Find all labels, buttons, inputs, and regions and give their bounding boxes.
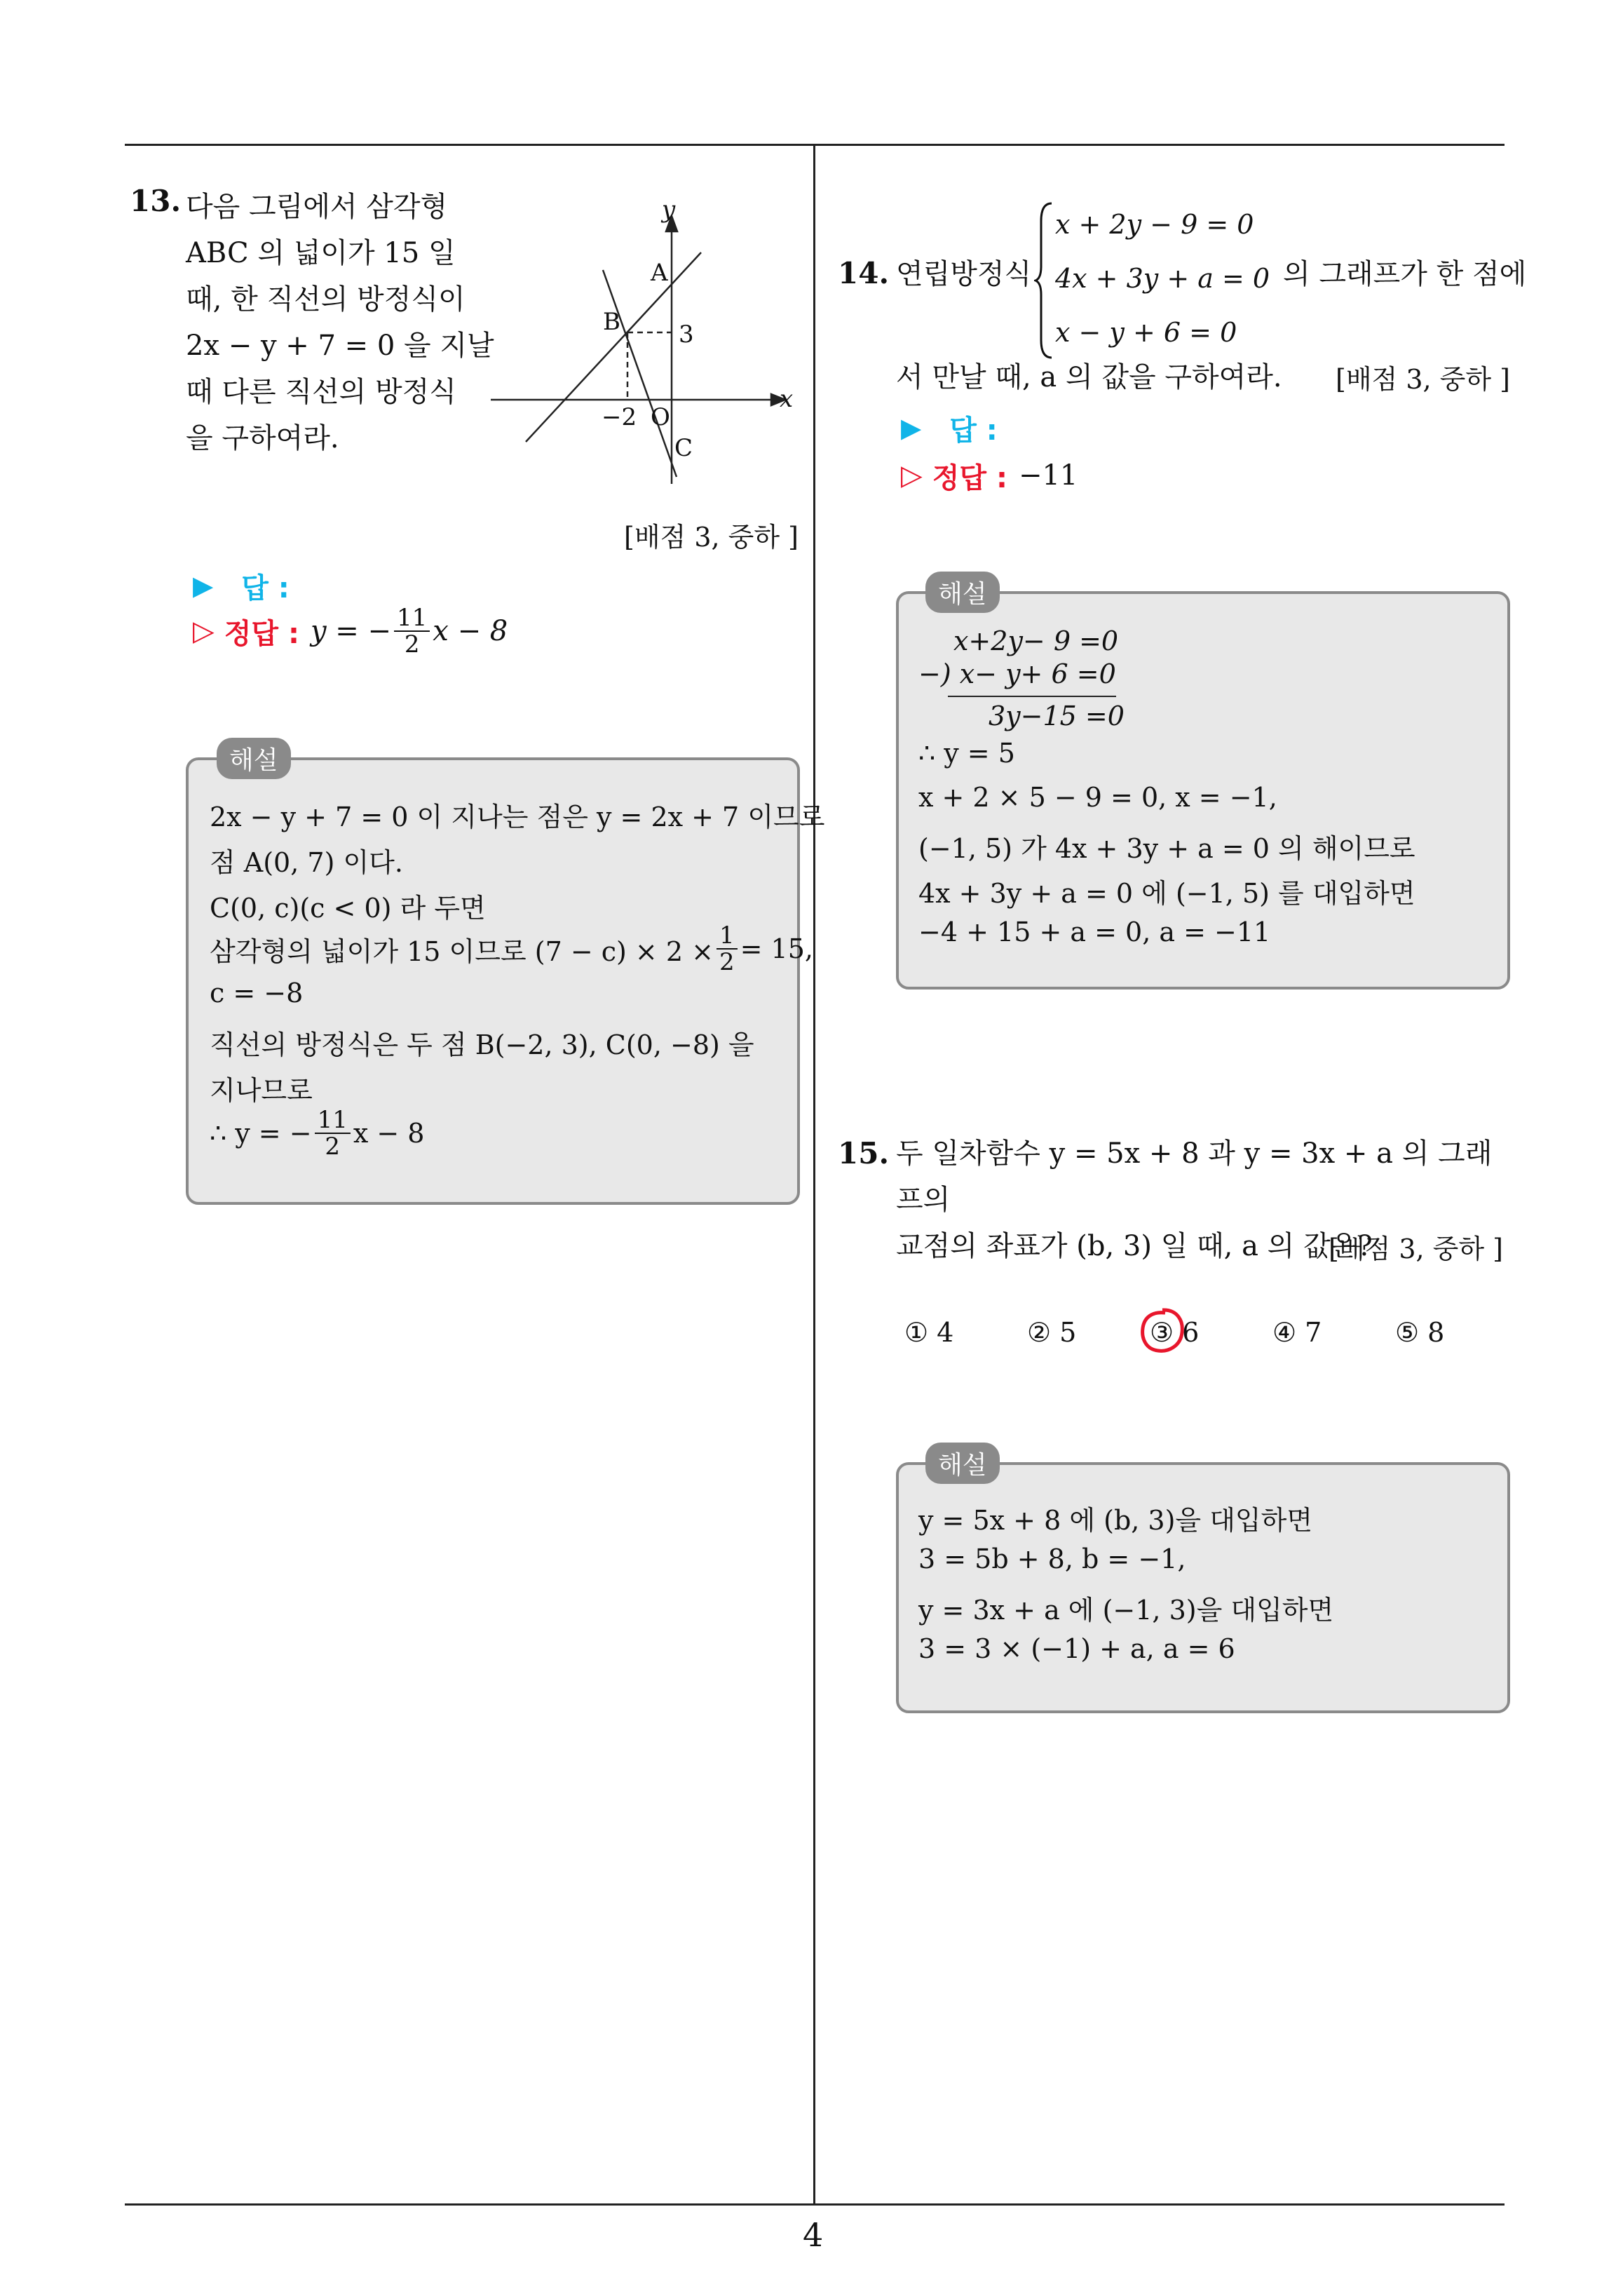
explain-line: (−1, 5) 가 4x + 3y + a = 0 의 해이므로 [918,833,1415,864]
column-divider [813,144,815,2206]
explanation-tag: 해설 [925,572,1000,613]
score-q15: [배점 3, 중하 ] [1329,1234,1503,1264]
text-line: 교점의 좌표가 (b, 3) 일 때, a 의 값은? [896,1230,1373,1262]
explain-line: C(0, c)(c < 0) 라 두면 [210,893,486,924]
bottom-rule [125,2203,1505,2206]
answer-label: 답 : [949,414,998,447]
score-q13: [배점 3, 중하 ] [624,522,799,553]
text-line: 때 다른 직선의 방정식 [186,376,456,408]
choice-5[interactable]: ⑤ 8 [1395,1317,1445,1348]
calc-underline [948,696,1116,697]
text-line: 2x − y + 7 = 0 을 지날 [186,330,494,362]
question-number: 13. [130,184,182,218]
choice-1[interactable]: ① 4 [904,1317,954,1348]
correct-row-q13 [193,604,508,659]
label-C: C [674,434,693,462]
explain-line: y = 5x + 8 에 (b, 3)을 대입하면 [918,1505,1313,1536]
calc-line-1: x+2y− 9 =0 [953,626,1119,656]
fraction: $\frac{11}{2}$ [394,605,430,657]
choice-2[interactable]: ② 5 [1027,1317,1077,1348]
calc-line-2: −) x− y+ 6 =0 [918,659,1116,689]
question-text-start-q14: 연립방정식 [896,258,1032,290]
explanation-box-q14 [896,580,1510,990]
explain-line: −4 + 15 + a = 0, a = −11 [918,917,1271,947]
explanation-box-q15 [896,1451,1510,1713]
correct-row-q14 [901,454,1078,497]
text-line: 때, 한 직선의 방정식이 [186,283,466,316]
answer-row-q14 [901,407,998,449]
explain-line: 직선의 방정식은 두 점 B(−2, 3), C(0, −8) 을 [210,1029,754,1060]
score-q14: [배점 3, 중하 ] [1336,364,1510,395]
calc-line-3: 3y−15 =0 [989,701,1125,731]
correct-label: 정답 : [224,617,299,650]
tick-3: 3 [679,320,694,349]
text-line: ABC 의 넓이가 15 일 [186,237,456,269]
explain-line: y = 3x + a 에 (−1, 3)을 대입하면 [918,1595,1334,1626]
tick-neg2: −2 [602,403,637,431]
text-line: 두 일차함수 y = 5x + 8 과 y = 3x + a 의 그래프의 [896,1137,1493,1216]
explain-line: 점 A(0, 7) 이다. [210,847,403,878]
y-axis-label: y [662,203,676,224]
explanation-box-q13 [186,746,825,1205]
explain-line: x + 2 × 5 − 9 = 0, x = −1, [918,782,1277,813]
page-number: 4 [803,2216,824,2254]
label-B: B [603,308,620,336]
label-A: A [651,259,668,287]
explain-line: ∴ y = 5 [918,738,1015,769]
explain-line: c = −8 [210,978,304,1008]
x-axis-label: x [780,385,794,413]
text-line: 을 구하여라. [186,422,339,454]
answer-row-q13 [193,565,290,607]
question-number-q14: 14. [838,256,890,290]
play-icon: ▶ [901,412,922,443]
system-eq-1: x + 2y − 9 = 0 [1055,209,1254,240]
system-eq-3: x − y + 6 = 0 [1055,317,1237,348]
explain-line-area: 삼각형의 넓이가 15 이므로 (7 − c) × 2 × $\frac{1}{2}$ = 15, [210,921,813,976]
choice-3[interactable]: ③ 6 [1150,1317,1200,1348]
play-icon: ▶ [193,570,214,601]
explanation-tag: 해설 [925,1443,1000,1484]
explain-line: 3 = 3 × (−1) + a, a = 6 [918,1633,1235,1664]
triangle-figure [484,203,799,498]
question-text-after-q14: 의 그래프가 한 점에 [1283,258,1527,290]
choice-4[interactable]: ④ 7 [1272,1317,1322,1348]
line-through-C [603,270,677,477]
correct-label: 정답 : [932,461,1007,494]
explain-line-final: ∴ y = − $\frac{11}{2}$ x − 8 [210,1106,425,1161]
correct-value: −11 [1018,459,1078,492]
triangle-outline-icon: ▷ [193,615,215,647]
answer-mark-circle [1137,1306,1188,1356]
correct-suffix: x − 8 [433,615,508,647]
triangle-outline-icon: ▷ [901,459,923,492]
explain-line: 지나므로 [210,1075,313,1106]
explanation-tag: 해설 [217,738,291,779]
system-brace [1034,200,1055,361]
explain-line: 3 = 5b + 8, b = −1, [918,1544,1186,1574]
question-number-q15: 15. [838,1136,890,1170]
answer-label: 답 : [241,572,290,605]
label-O: O [651,403,670,431]
text-line: 다음 그림에서 삼각형 [186,191,448,223]
correct-prefix: y = − [310,615,392,647]
system-eq-2: 4x + 3y + a = 0 [1055,263,1270,294]
explain-line: 2x − y + 7 = 0 이 지나는 점은 y = 2x + 7 이므로 [210,802,825,832]
explain-line: 4x + 3y + a = 0 에 (−1, 5) 를 대입하면 [918,878,1415,909]
question-text-line2-q14: 서 만날 때, a 의 값을 구하여라. [896,361,1282,393]
